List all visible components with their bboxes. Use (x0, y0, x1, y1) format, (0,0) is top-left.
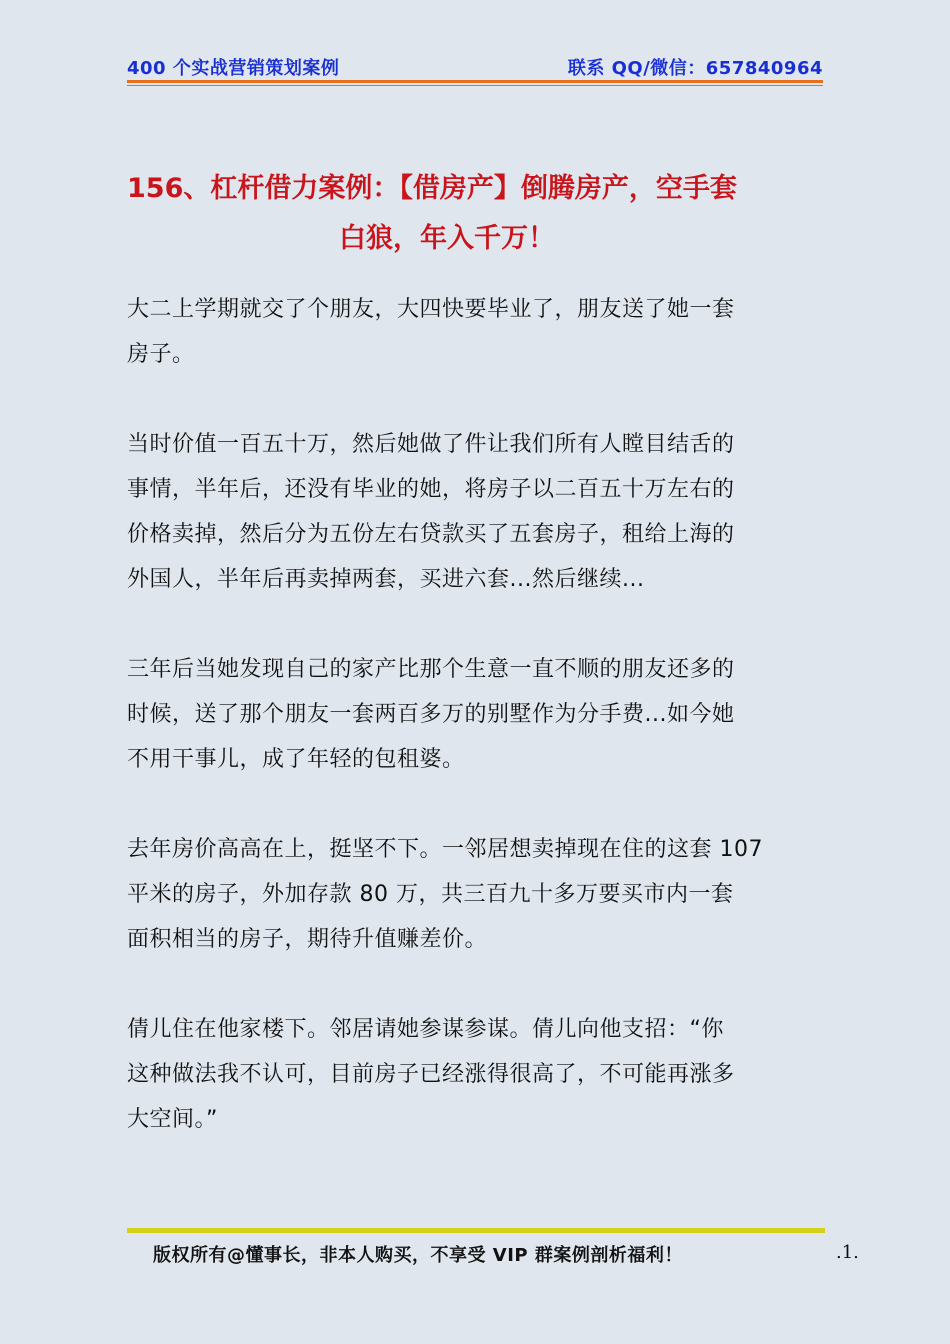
paragraph-line: 价格卖掉，然后分为五份左右贷款买了五套房子，租给上海的 (127, 522, 735, 547)
paragraph (127, 287, 827, 377)
paragraph-line: 房子。 (127, 342, 195, 367)
article-body (127, 287, 827, 1187)
page-number: .1. (836, 1242, 859, 1263)
title-line-1: 156、杠杆借力案例：【借房产】倒腾房产，空手套 (127, 173, 737, 204)
paragraph-line: 不用干事儿，成了年轻的包租婆。 (127, 747, 465, 772)
paragraph-line: 外国人，半年后再卖掉两套，买进六套...然后继续... (127, 567, 645, 592)
paragraph-line: 面积相当的房子，期待升值赚差价。 (127, 927, 488, 952)
paragraph-line: 事情，半年后，还没有毕业的她，将房子以二百五十万左右的 (127, 477, 735, 502)
page-header (127, 54, 823, 78)
paragraph-line: 平米的房子，外加存款 80 万，共三百九十多万要买市内一套 (127, 882, 734, 907)
paragraph (127, 422, 827, 602)
footer-divider (127, 1228, 825, 1233)
header-divider-thin (127, 85, 823, 86)
title-line-2: 白狼，年入千万！ (339, 223, 555, 254)
paragraph-line: 去年房价高高在上，挺坚不下。一邻居想卖掉现在住的这套 107 (127, 837, 763, 862)
paragraph (127, 1007, 827, 1142)
header-divider (127, 80, 823, 83)
paragraph-line: 大二上学期就交了个朋友，大四快要毕业了，朋友送了她一套 (127, 297, 735, 322)
paragraph-line: 倩儿住在他家楼下。邻居请她参谋参谋。倩儿向他支招：“你 (127, 1017, 724, 1042)
article-title (127, 164, 827, 264)
paragraph-line: 这种做法我不认可，目前房子已经涨得很高了，不可能再涨多 (127, 1062, 735, 1087)
footer-copyright: 版权所有@懂事长，非本人购买，不享受 VIP 群案例剖析福利！ (153, 1245, 683, 1266)
header-contact: 联系 QQ/微信：657840964 (567, 58, 823, 79)
paragraph-line: 时候，送了那个朋友一套两百多万的别墅作为分手费...如今她 (127, 702, 735, 727)
header-series-title: 400 个实战营销策划案例 (127, 58, 340, 79)
paragraph (127, 647, 827, 782)
paragraph-line: 三年后当她发现自己的家产比那个生意一直不顺的朋友还多的 (127, 657, 735, 682)
paragraph-line: 大空间。” (127, 1107, 218, 1132)
paragraph-line: 当时价值一百五十万，然后她做了件让我们所有人瞠目结舌的 (127, 432, 735, 457)
paragraph (127, 827, 827, 962)
